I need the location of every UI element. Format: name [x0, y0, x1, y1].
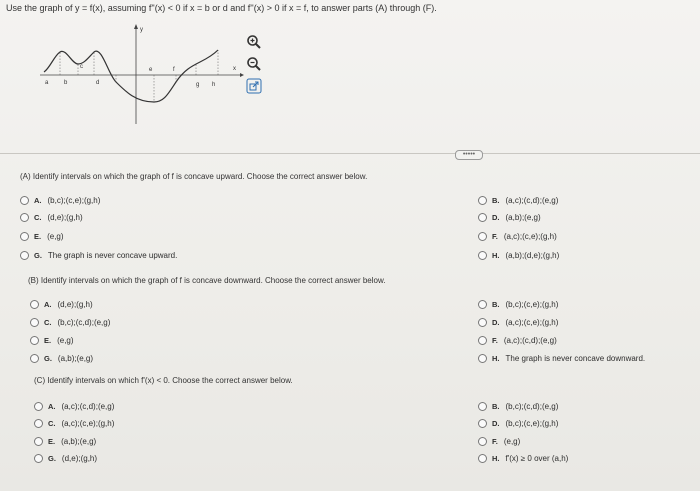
radio-button[interactable] [478, 402, 487, 411]
question-b-option-c[interactable]: C. (b,c);(c,d);(e,g) [30, 318, 110, 327]
radio-button[interactable] [20, 213, 29, 222]
function-graph [36, 20, 256, 130]
question-a-option-a[interactable]: A. (b,c);(c,e);(g,h) [20, 196, 100, 205]
point-label-h: h [212, 82, 216, 88]
point-label-b: b [64, 80, 68, 86]
question-c-option-c[interactable]: C. (a,c);(c,e);(g,h) [34, 419, 114, 428]
point-label-f: f [173, 67, 175, 73]
question-b-option-h[interactable]: H. The graph is never concave downward. [478, 354, 645, 363]
radio-button[interactable] [478, 196, 487, 205]
question-c-option-f[interactable]: F. (e,g) [478, 437, 520, 446]
zoom-out-icon[interactable] [246, 56, 262, 72]
radio-button[interactable] [34, 419, 43, 428]
point-label-a: a [45, 80, 49, 86]
radio-button[interactable] [478, 454, 487, 463]
radio-button[interactable] [478, 213, 487, 222]
question-c-option-b[interactable]: B. (b,c);(c,d);(e,g) [478, 402, 558, 411]
radio-button[interactable] [30, 318, 39, 327]
radio-button[interactable] [34, 454, 43, 463]
radio-button[interactable] [478, 318, 487, 327]
radio-button[interactable] [34, 402, 43, 411]
external-link-icon[interactable] [246, 78, 262, 94]
question-a-prompt: (A) Identify intervals on which the graph of f is concave upward. Choose the correct answer below. [20, 172, 368, 181]
radio-button[interactable] [478, 251, 487, 260]
question-b-option-a[interactable]: A. (d,e);(g,h) [30, 300, 93, 309]
question-b-option-b[interactable]: B. (b,c);(c,e);(g,h) [478, 300, 558, 309]
question-a-option-b[interactable]: B. (a,c);(c,d);(e,g) [478, 196, 558, 205]
question-c-option-g[interactable]: G. (d,e);(g,h) [34, 454, 97, 463]
point-label-g: g [196, 82, 200, 88]
question-b-option-f[interactable]: F. (a,c);(c,d);(e,g) [478, 336, 557, 345]
radio-button[interactable] [34, 437, 43, 446]
question-c-prompt: (C) Identify intervals on which f'(x) < 0. Choose the correct answer below. [34, 376, 293, 385]
radio-button[interactable] [478, 354, 487, 363]
point-label-e: e [149, 67, 153, 73]
question-b-option-g[interactable]: G. (a,b);(e,g) [30, 354, 93, 363]
point-label-c: c [80, 64, 83, 70]
y-axis-label: y [140, 27, 143, 33]
x-axis-arrow [240, 73, 244, 77]
x-axis-label: x [233, 66, 236, 72]
radio-button[interactable] [30, 300, 39, 309]
dashed-guides [60, 50, 218, 102]
question-b-option-e[interactable]: E. (e,g) [30, 336, 74, 345]
radio-button[interactable] [20, 196, 29, 205]
radio-button[interactable] [478, 437, 487, 446]
question-b-option-d[interactable]: D. (a,c);(c,e);(g,h) [478, 318, 558, 327]
curve [44, 50, 218, 102]
section-divider [0, 153, 700, 154]
radio-button[interactable] [20, 232, 29, 241]
radio-button[interactable] [30, 336, 39, 345]
radio-button[interactable] [478, 336, 487, 345]
question-c-option-e[interactable]: E. (a,b);(e,g) [34, 437, 96, 446]
radio-button[interactable] [20, 251, 29, 260]
zoom-in-icon[interactable] [246, 34, 262, 50]
question-a-option-h[interactable]: H. (a,b);(d,e);(g,h) [478, 251, 559, 260]
question-a-option-g[interactable]: G. The graph is never concave upward. [20, 251, 177, 260]
radio-button[interactable] [478, 419, 487, 428]
question-b-prompt: (B) Identify intervals on which the graph of f is concave downward. Choose the correct answer below. [28, 276, 386, 285]
question-c-option-d[interactable]: D. (b,c);(c,e);(g,h) [478, 419, 558, 428]
question-a-option-d[interactable]: D. (a,b);(e,g) [478, 213, 541, 222]
radio-button[interactable] [478, 232, 487, 241]
question-a-option-c[interactable]: C. (d,e);(g,h) [20, 213, 83, 222]
expand-button[interactable]: ••••• [455, 150, 483, 160]
point-label-d: d [96, 80, 100, 86]
question-a-option-f[interactable]: F. (a,c);(c,e);(g,h) [478, 232, 557, 241]
question-a-option-e[interactable]: E. (e,g) [20, 232, 64, 241]
radio-button[interactable] [30, 354, 39, 363]
question-c-option-h[interactable]: H. f'(x) ≥ 0 over (a,h) [478, 454, 568, 463]
graph-tools [246, 34, 262, 100]
radio-button[interactable] [478, 300, 487, 309]
y-axis-arrow [134, 24, 138, 29]
question-c-option-a[interactable]: A. (a,c);(c,d);(e,g) [34, 402, 114, 411]
problem-prompt: Use the graph of y = f(x), assuming f''(x) < 0 if x = b or d and f''(x) > 0 if x = f, to answer parts (A) through (F). [6, 3, 437, 13]
